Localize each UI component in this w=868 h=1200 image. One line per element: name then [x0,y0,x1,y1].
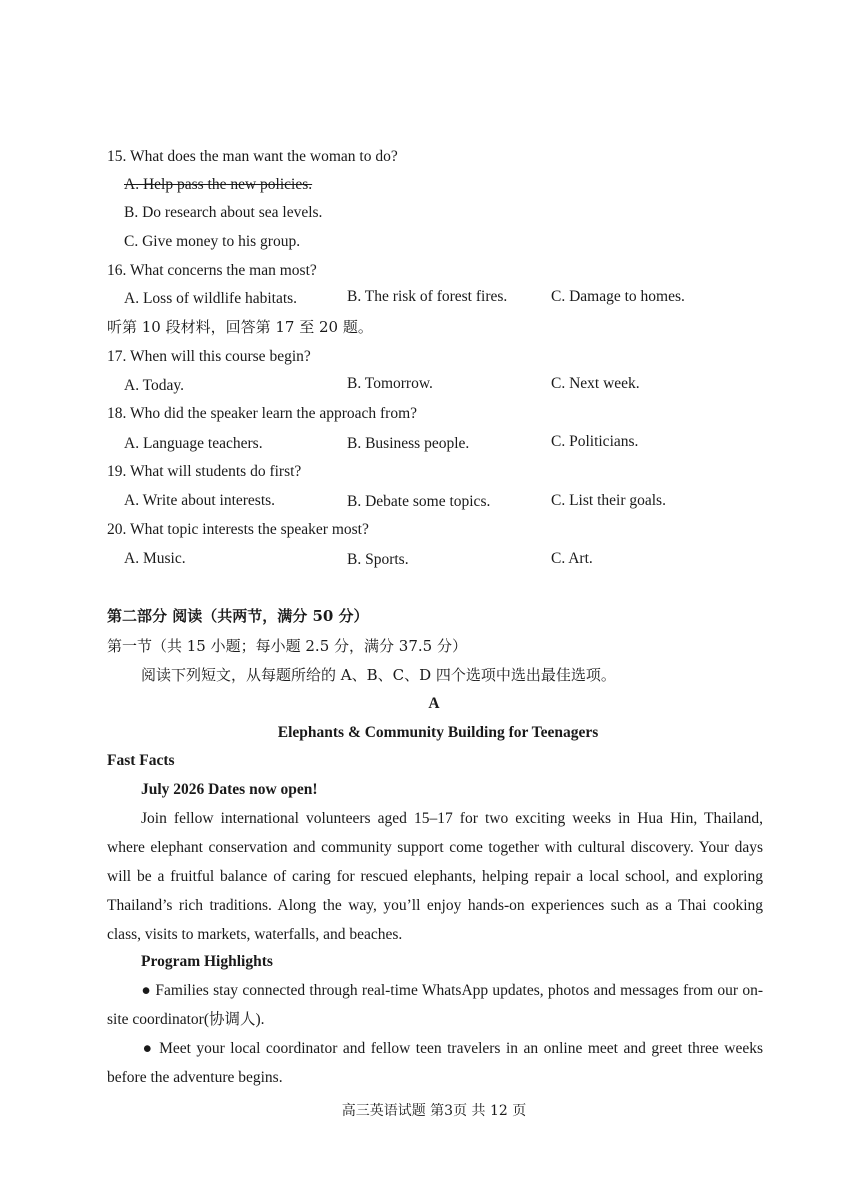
question-15-option-a: A. Help pass the new policies. [124,176,313,193]
question-20-option-b: B. Sports. [347,551,409,568]
dates-heading: July 2026 Dates now open! [141,781,318,798]
question-18-option-a: A. Language teachers. [124,435,263,452]
question-19-option-a: A. Write about interests. [124,492,276,509]
question-15-option-b: B. Do research about sea levels. [124,204,323,221]
page-footer: 高三英语试题 第3页 共 12 页 [341,1103,527,1119]
question-17-stem: 17. When will this course begin? [107,348,311,365]
passage-title: Elephants & Community Building for Teenagers [277,724,599,741]
question-17-option-c: C. Next week. [551,375,640,392]
question-19-option-b: B. Debate some topics. [347,493,491,510]
question-16-option-b: B. The risk of forest fires. [347,288,508,305]
question-20-stem: 20. What topic interests the speaker most? [107,521,369,538]
highlight-bullet-2 [107,1034,763,1092]
listening-instruction-10: 听第 10 段材料，回答第 17 至 20 题。 [107,318,373,336]
highlight-bullet-1 [107,976,763,1034]
question-17-option-b: B. Tomorrow. [347,375,433,392]
question-18-option-b: B. Business people. [347,435,470,452]
intro-paragraph [107,804,763,949]
question-15-stem: 15. What does the man want the woman to do? [107,148,398,165]
passage-letter: A [428,695,440,712]
highlight-bullet-2-text: ● Meet your local coordinator and fellow teen travelers in an online meet and greet three weeks before the adventure begins. [107,1040,763,1086]
fast-facts-heading: Fast Facts [107,752,175,769]
section-one-heading: 第一节（共 15 小题；每小题 2.5 分，满分 37.5 分） [107,637,467,655]
question-16-option-c: C. Damage to homes. [551,288,685,305]
question-16-option-a: A. Loss of wildlife habitats. [124,290,298,307]
question-18-option-c: C. Politicians. [551,433,639,450]
question-18-stem: 18. Who did the speaker learn the approach from? [107,405,418,422]
highlight-bullet-1-text: ● Families stay connected through real-time WhatsApp updates, photos and messages from our on-site coordinator(协调人). [107,982,763,1028]
question-16-stem: 16. What concerns the man most? [107,262,317,279]
part-two-heading: 第二部分 阅读（共两节，满分 50 分） [107,607,369,625]
reading-instruction: 阅读下列短文，从每题所给的 A、B、C、D 四个选项中选出最佳选项。 [141,666,616,684]
question-20-option-a: A. Music. [124,550,186,567]
question-19-stem: 19. What will students do first? [107,463,302,480]
question-15-option-c: C. Give money to his group. [124,233,301,250]
intro-paragraph-text: Join fellow international volunteers aged 15–17 for two exciting weeks in Hua Hin, Thailand, where elephant conservation and community support come together with cultural discovery. Your days will be a fruitful balance of caring for rescued elephants, helping repair a local school, and exploring Thailand’s rich traditions. Along the way, you’ll enjoy hands-on experiences such as a Thai cooking class, visits to markets, waterfalls, and beaches. [107,810,763,943]
question-17-option-a: A. Today. [124,377,185,394]
question-19-option-c: C. List their goals. [551,492,666,509]
highlights-heading: Program Highlights [141,953,273,970]
question-20-option-c: C. Art. [551,550,593,567]
